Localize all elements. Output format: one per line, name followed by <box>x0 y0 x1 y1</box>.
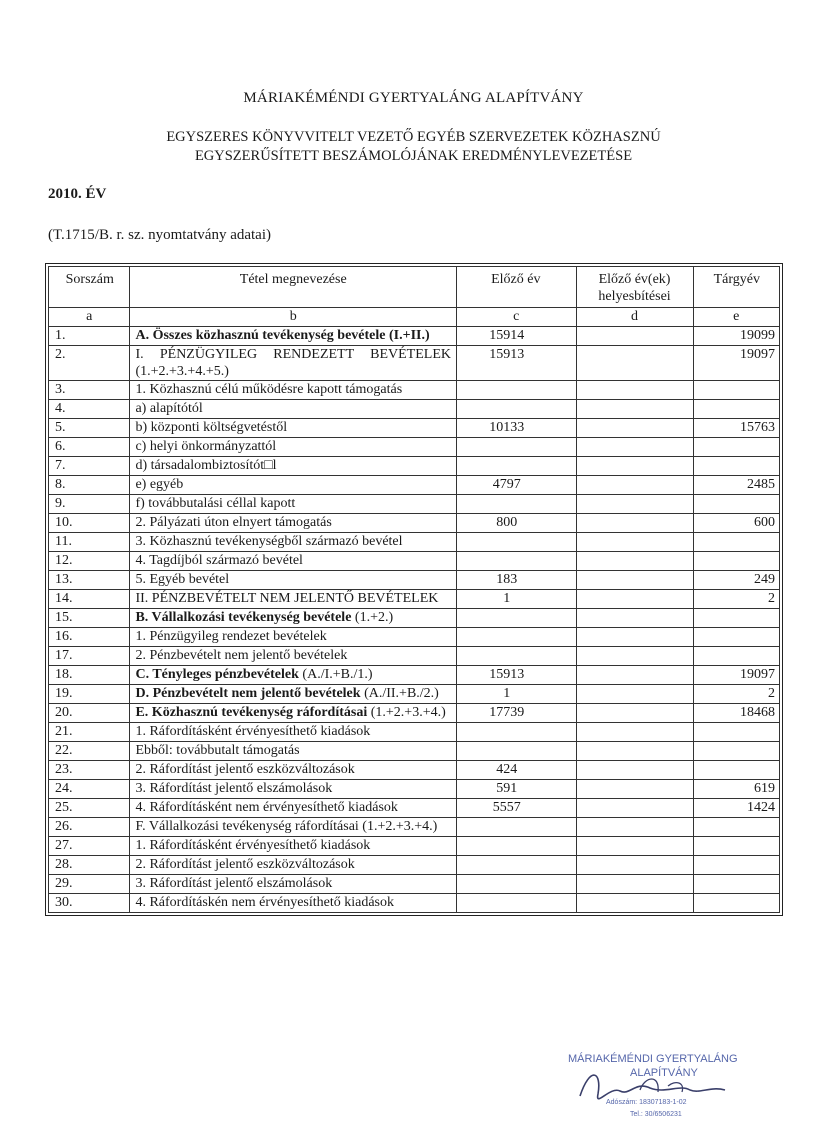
row-current-year: 19099 <box>693 327 779 346</box>
row-number: 7. <box>49 457 130 476</box>
row-number: 2. <box>49 346 130 381</box>
row-label: A. Összes közhasznú tevékenység bevétele (I.+II.) <box>130 327 457 346</box>
row-label-formula: (1.+2.+3.+4.) <box>367 705 446 720</box>
row-correction <box>576 381 693 400</box>
row-label: F. Vállalkozási tevékenység ráfordításai (1.+2.+3.+4.) <box>130 818 457 837</box>
row-label: 4. Ráfordításkén nem érvényesíthető kiadások <box>130 894 457 913</box>
row-label: 1. Ráfordításként érvényesíthető kiadások <box>130 723 457 742</box>
row-label: 4. Ráfordításként nem érvényesíthető kiadások <box>130 799 457 818</box>
row-number: 23. <box>49 761 130 780</box>
row-number: 30. <box>49 894 130 913</box>
row-label: 1. Közhasznú célú működésre kapott támogatás <box>130 381 457 400</box>
stamp-line-2: ALAPÍTVÁNY <box>630 1067 698 1079</box>
row-label: 1. Ráfordításként érvényesíthető kiadások <box>130 837 457 856</box>
table-row <box>49 590 780 609</box>
row-label-bold: B. Vállalkozási tevékenység bevétele <box>135 610 352 625</box>
row-number: 24. <box>49 780 130 799</box>
row-correction <box>576 628 693 647</box>
stamp-line-1: MÁRIAKÉMÉNDI GYERTYALÁNG <box>568 1053 738 1065</box>
row-number: 6. <box>49 438 130 457</box>
row-label: Ebből: továbbutalt támogatás <box>130 742 457 761</box>
table-row <box>49 856 780 875</box>
row-current-year <box>693 856 779 875</box>
row-previous-year <box>457 438 577 457</box>
letter-a: a <box>49 308 130 327</box>
row-previous-year <box>457 856 577 875</box>
table-letter-row <box>49 308 780 327</box>
row-current-year <box>693 742 779 761</box>
row-correction <box>576 514 693 533</box>
row-correction <box>576 818 693 837</box>
row-current-year <box>693 457 779 476</box>
row-correction <box>576 647 693 666</box>
row-current-year: 2485 <box>693 476 779 495</box>
row-correction <box>576 666 693 685</box>
row-correction <box>576 571 693 590</box>
report-year: 2010. ÉV <box>48 186 107 202</box>
row-previous-year <box>457 875 577 894</box>
row-previous-year: 15913 <box>457 346 577 381</box>
table-row <box>49 818 780 837</box>
stamp-line-4: Tel.: 30/6506231 <box>630 1111 682 1118</box>
row-previous-year <box>457 894 577 913</box>
row-previous-year <box>457 647 577 666</box>
row-correction <box>576 704 693 723</box>
row-label-bold: C. Tényleges pénzbevételek <box>135 667 299 682</box>
row-correction <box>576 856 693 875</box>
letter-e: e <box>693 308 779 327</box>
row-correction <box>576 476 693 495</box>
table-row <box>49 457 780 476</box>
row-label <box>130 609 457 628</box>
row-number: 27. <box>49 837 130 856</box>
row-previous-year <box>457 609 577 628</box>
row-previous-year <box>457 552 577 571</box>
row-correction <box>576 799 693 818</box>
row-current-year <box>693 438 779 457</box>
row-label: e) egyéb <box>130 476 457 495</box>
row-label: f) továbbutalási céllal kapott <box>130 495 457 514</box>
row-number: 5. <box>49 419 130 438</box>
row-previous-year: 800 <box>457 514 577 533</box>
row-previous-year: 591 <box>457 780 577 799</box>
row-label: 2. Pénzbevételt nem jelentő bevételek <box>130 647 457 666</box>
letter-d: d <box>576 308 693 327</box>
row-previous-year: 1 <box>457 685 577 704</box>
row-correction <box>576 875 693 894</box>
row-label-bold: E. Közhasznú tevékenység ráfordításai <box>135 705 368 720</box>
table-row <box>49 346 780 381</box>
row-number: 29. <box>49 875 130 894</box>
document-subtitle <box>0 128 827 166</box>
row-number: 19. <box>49 685 130 704</box>
row-number: 18. <box>49 666 130 685</box>
row-correction <box>576 761 693 780</box>
letter-c: c <box>457 308 577 327</box>
table-row <box>49 799 780 818</box>
row-correction <box>576 438 693 457</box>
row-previous-year <box>457 837 577 856</box>
table-row <box>49 761 780 780</box>
row-number: 20. <box>49 704 130 723</box>
row-label: 3. Ráfordítást jelentő elszámolások <box>130 780 457 799</box>
row-label: 1. Pénzügyileg rendezet bevételek <box>130 628 457 647</box>
row-label-formula: (A./II.+B./2.) <box>360 686 439 701</box>
row-correction <box>576 346 693 381</box>
table-row <box>49 837 780 856</box>
row-previous-year: 17739 <box>457 704 577 723</box>
row-previous-year: 4797 <box>457 476 577 495</box>
row-previous-year: 183 <box>457 571 577 590</box>
row-label-formula: (A./I.+B./1.) <box>298 667 373 682</box>
row-current-year: 600 <box>693 514 779 533</box>
row-number: 17. <box>49 647 130 666</box>
row-number: 1. <box>49 327 130 346</box>
row-label <box>130 704 457 723</box>
row-current-year: 249 <box>693 571 779 590</box>
row-current-year <box>693 609 779 628</box>
row-previous-year: 424 <box>457 761 577 780</box>
organization-stamp <box>540 1046 780 1128</box>
row-current-year: 1424 <box>693 799 779 818</box>
row-number: 8. <box>49 476 130 495</box>
row-current-year <box>693 837 779 856</box>
income-statement-table <box>48 266 780 913</box>
row-current-year: 619 <box>693 780 779 799</box>
table-row <box>49 894 780 913</box>
row-number: 14. <box>49 590 130 609</box>
table-row <box>49 685 780 704</box>
row-label: 2. Ráfordítást jelentő eszközváltozások <box>130 856 457 875</box>
table-row <box>49 533 780 552</box>
row-label <box>130 685 457 704</box>
table-row <box>49 438 780 457</box>
table-row <box>49 495 780 514</box>
row-label: 2. Ráfordítást jelentő eszközváltozások <box>130 761 457 780</box>
row-correction <box>576 457 693 476</box>
row-correction <box>576 609 693 628</box>
row-number: 16. <box>49 628 130 647</box>
row-current-year <box>693 818 779 837</box>
row-correction <box>576 837 693 856</box>
row-correction <box>576 590 693 609</box>
row-current-year <box>693 723 779 742</box>
row-number: 22. <box>49 742 130 761</box>
row-correction <box>576 552 693 571</box>
subtitle-line-2: EGYSZERŰSÍTETT BESZÁMOLÓJÁNAK EREDMÉNYLEVEZETÉSE <box>194 148 633 164</box>
row-previous-year: 1 <box>457 590 577 609</box>
row-previous-year <box>457 628 577 647</box>
table-row <box>49 400 780 419</box>
row-correction <box>576 400 693 419</box>
stamp-line-3: Adószám: 18307183-1-02 <box>606 1099 687 1106</box>
row-number: 26. <box>49 818 130 837</box>
row-previous-year <box>457 818 577 837</box>
form-reference-note: (T.1715/B. r. sz. nyomtatvány adatai) <box>48 227 272 243</box>
row-correction <box>576 742 693 761</box>
row-number: 13. <box>49 571 130 590</box>
row-number: 9. <box>49 495 130 514</box>
row-number: 15. <box>49 609 130 628</box>
row-current-year <box>693 894 779 913</box>
row-label: 4. Tagdíjból származó bevétel <box>130 552 457 571</box>
table-row <box>49 742 780 761</box>
table-row <box>49 476 780 495</box>
table-row <box>49 647 780 666</box>
row-correction <box>576 685 693 704</box>
table-row <box>49 514 780 533</box>
row-current-year <box>693 761 779 780</box>
header-serial: Sorszám <box>49 267 130 308</box>
row-label: d) társadalombiztosítót□l <box>130 457 457 476</box>
table-row <box>49 327 780 346</box>
row-previous-year <box>457 400 577 419</box>
row-previous-year <box>457 495 577 514</box>
table-row <box>49 875 780 894</box>
table-row <box>49 381 780 400</box>
row-current-year <box>693 552 779 571</box>
row-current-year <box>693 533 779 552</box>
row-correction <box>576 894 693 913</box>
row-previous-year: 15913 <box>457 666 577 685</box>
row-current-year <box>693 400 779 419</box>
row-label: a) alapítótól <box>130 400 457 419</box>
row-number: 25. <box>49 799 130 818</box>
row-previous-year <box>457 381 577 400</box>
row-current-year: 19097 <box>693 346 779 381</box>
row-previous-year <box>457 533 577 552</box>
row-label: 5. Egyéb bevétel <box>130 571 457 590</box>
table-row <box>49 780 780 799</box>
row-label: I. PÉNZÜGYILEG RENDEZETT BEVÉTELEK (1.+2.+3.+4.+5.) <box>130 346 457 381</box>
row-current-year <box>693 381 779 400</box>
row-number: 21. <box>49 723 130 742</box>
row-current-year: 15763 <box>693 419 779 438</box>
row-number: 28. <box>49 856 130 875</box>
row-previous-year <box>457 457 577 476</box>
table-row <box>49 628 780 647</box>
row-number: 4. <box>49 400 130 419</box>
header-current-year: Tárgyév <box>693 267 779 308</box>
row-label: 3. Közhasznú tevékenységből származó bevétel <box>130 533 457 552</box>
row-label: 3. Ráfordítást jelentő elszámolások <box>130 875 457 894</box>
table-header-row <box>49 267 780 308</box>
row-correction <box>576 419 693 438</box>
table-row <box>49 666 780 685</box>
row-correction <box>576 495 693 514</box>
row-number: 12. <box>49 552 130 571</box>
row-previous-year: 5557 <box>457 799 577 818</box>
row-current-year <box>693 647 779 666</box>
table-row <box>49 704 780 723</box>
subtitle-line-1: EGYSZERES KÖNYVVITELT VEZETŐ EGYÉB SZERVEZETEK KÖZHASZNÚ <box>166 129 661 145</box>
row-label: c) helyi önkormányzattól <box>130 438 457 457</box>
row-current-year: 2 <box>693 590 779 609</box>
row-current-year: 18468 <box>693 704 779 723</box>
row-label: 2. Pályázati úton elnyert támogatás <box>130 514 457 533</box>
row-number: 11. <box>49 533 130 552</box>
letter-b: b <box>130 308 457 327</box>
row-number: 3. <box>49 381 130 400</box>
row-previous-year: 15914 <box>457 327 577 346</box>
row-previous-year: 10133 <box>457 419 577 438</box>
row-current-year <box>693 628 779 647</box>
row-current-year <box>693 875 779 894</box>
row-correction <box>576 533 693 552</box>
row-label: II. PÉNZBEVÉTELT NEM JELENTŐ BEVÉTELEK <box>130 590 457 609</box>
row-current-year <box>693 495 779 514</box>
row-current-year: 2 <box>693 685 779 704</box>
table-row <box>49 552 780 571</box>
table-row <box>49 609 780 628</box>
row-label <box>130 666 457 685</box>
header-item-name: Tétel megnevezése <box>130 267 457 308</box>
row-number: 10. <box>49 514 130 533</box>
row-correction <box>576 723 693 742</box>
table-row <box>49 571 780 590</box>
header-corrections: Előző év(ek) helyesbítései <box>576 267 693 308</box>
row-current-year: 19097 <box>693 666 779 685</box>
table-row <box>49 419 780 438</box>
header-previous-year: Előző év <box>457 267 577 308</box>
organization-name: MÁRIAKÉMÉNDI GYERTYALÁNG ALAPÍTVÁNY <box>243 90 584 106</box>
row-label-bold: D. Pénzbevételt nem jelentő bevételek <box>135 686 361 701</box>
row-label: b) központi költségvetéstől <box>130 419 457 438</box>
table-row <box>49 723 780 742</box>
row-correction <box>576 327 693 346</box>
row-correction <box>576 780 693 799</box>
row-label-formula: (1.+2.) <box>351 610 394 625</box>
row-previous-year <box>457 723 577 742</box>
row-previous-year <box>457 742 577 761</box>
